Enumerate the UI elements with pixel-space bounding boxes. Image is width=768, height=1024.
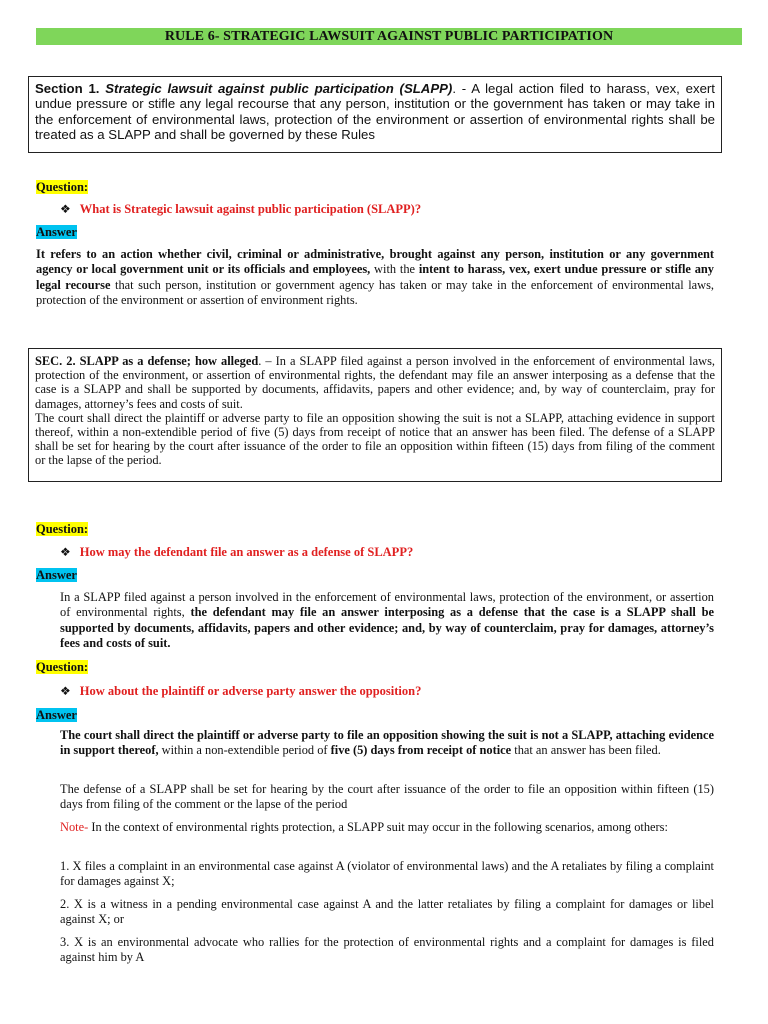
section-2-text-1: . – In a SLAPP filed against a person involved in the enforcement of environmental laws, protection of the environment, or assertion of environmental rights, the defendant may file an answer interposing as a defense that the case is a SLAPP and shall be supported by documents, affidavits, papers and other evidence; and, by way of counterclaim, pray for damages, attorney’s fees and costs of suit. [35, 354, 715, 411]
question-2-label: Question: [36, 522, 89, 536]
answer-3-plain-2: that an answer has been filed. [511, 743, 661, 758]
question-3-text: How about the plaintiff or adverse party answer the opposition? [79, 684, 422, 698]
section-2-box [28, 348, 722, 482]
question-1 [60, 200, 421, 218]
answer-1-bold-1: It refers to an action whether civil, criminal or administrative, brought against any person, institution or any government agency or local government unit or its officials and employees, [36, 247, 714, 277]
question-2 [60, 543, 413, 561]
question-2-label-wrap [36, 520, 88, 538]
answer-3-bold-1: The court shall direct the plaintiff or adverse party to file an opposition showing the suit is not a SLAPP, attaching evidence in support thereof, [60, 728, 714, 758]
section-1-label: Section 1. [35, 81, 106, 96]
question-1-text: What is Strategic lawsuit against public participation (SLAPP)? [79, 202, 422, 216]
answer-2-label: Answer [36, 568, 77, 582]
diamond-bullet-icon: ❖ [60, 545, 71, 559]
question-1-label-wrap [36, 178, 88, 196]
scenario-item-2: 2. X is a witness in a pending environmental case against A and the latter retaliates by filing a complaint for damages or libel against X; or [60, 897, 714, 927]
answer-1-plain-2: that such person, institution or government agency has taken or may take in the enforcement of environmental laws, protection of the environment or assertion of environment rights. [36, 277, 715, 308]
section-2-heading: SEC. 2. SLAPP as a defense; how alleged [35, 354, 259, 368]
note-text: In the context of environmental rights protection, a SLAPP suit may occur in the following scenarios, among others: [88, 820, 668, 834]
diamond-bullet-icon: ❖ [60, 684, 71, 698]
answer-3-label: Answer [36, 708, 77, 722]
section-1-heading: Strategic lawsuit against public participation (SLAPP) [105, 81, 453, 96]
question-3 [60, 682, 421, 700]
answer-1-text [36, 247, 714, 309]
answer-2-label-wrap [36, 566, 77, 584]
page-title: RULE 6- STRATEGIC LAWSUIT AGAINST PUBLIC PARTICIPATION [36, 28, 742, 45]
answer-3-plain-1: within a non-extendible period of [158, 743, 331, 758]
answer-3-text [60, 728, 714, 759]
section-1-box [28, 76, 722, 153]
note-paragraph [60, 820, 714, 835]
scenario-item-3: 3. X is an environmental advocate who rallies for the protection of environmental rights and a complaint for damages is filed against him by A [60, 935, 714, 965]
answer-3-label-wrap [36, 706, 77, 724]
question-3-label: Question: [36, 660, 89, 674]
question-1-label: Question: [36, 180, 89, 194]
section-2-text-2: The court shall direct the plaintiff or adverse party to file an opposition showing the suit is not a SLAPP, attaching evidence in support thereof, within a non-extendible period of five (5) days from receipt of notice that an answer has been filed. The defense of a SLAPP shall be set for hearing by the court after issuance of the order to file an opposition within fifteen (15) days from filing of the comment or the lapse of the period. [35, 410, 715, 468]
question-2-text: How may the defendant file an answer as a defense of SLAPP? [79, 545, 414, 559]
answer-2-text [60, 590, 714, 652]
answer-1-label: Answer [36, 225, 77, 239]
answer-3-paragraph-2: The defense of a SLAPP shall be set for hearing by the court after issuance of the order to file an opposition within fifteen (15) days from filing of the comment or the lapse of the period [60, 782, 714, 812]
section-1-text: . - A legal action filed to harass, vex, exert undue pressure or stifle any legal recourse that any person, institution or the government has taken or may take in the enforcement of environmental laws, protection of the environment or assertion of environmental rights shall be treated as a SLAPP and shall be governed by these Rules [35, 81, 715, 143]
answer-1-label-wrap [36, 223, 77, 241]
answer-3-bold-2: five (5) days from receipt of notice [330, 743, 512, 758]
answer-1-bold-2: intent to harass, vex, exert undue pressure or stifle any legal recourse [36, 262, 714, 292]
question-3-label-wrap [36, 658, 88, 676]
note-label: Note- [60, 820, 89, 834]
answer-2-bold-1: the defendant may file an answer interposing as a defense that the case is a SLAPP shall be supported by documents, affidavits, papers and other evidence; and, by way of counterclaim, pray for damages, attorney’s fees and costs of suit. [60, 605, 714, 651]
diamond-bullet-icon: ❖ [60, 202, 71, 216]
scenario-item-1: 1. X files a complaint in an environmental case against A (violator of environmental laws) and the A retaliates by filing a complaint for damages against X; [60, 859, 714, 889]
answer-2-plain-1: In a SLAPP filed against a person involved in the enforcement of environmental laws, protection of the environment, or assertion of environmental rights, [60, 590, 714, 620]
answer-1-plain-1: with the [370, 262, 419, 277]
